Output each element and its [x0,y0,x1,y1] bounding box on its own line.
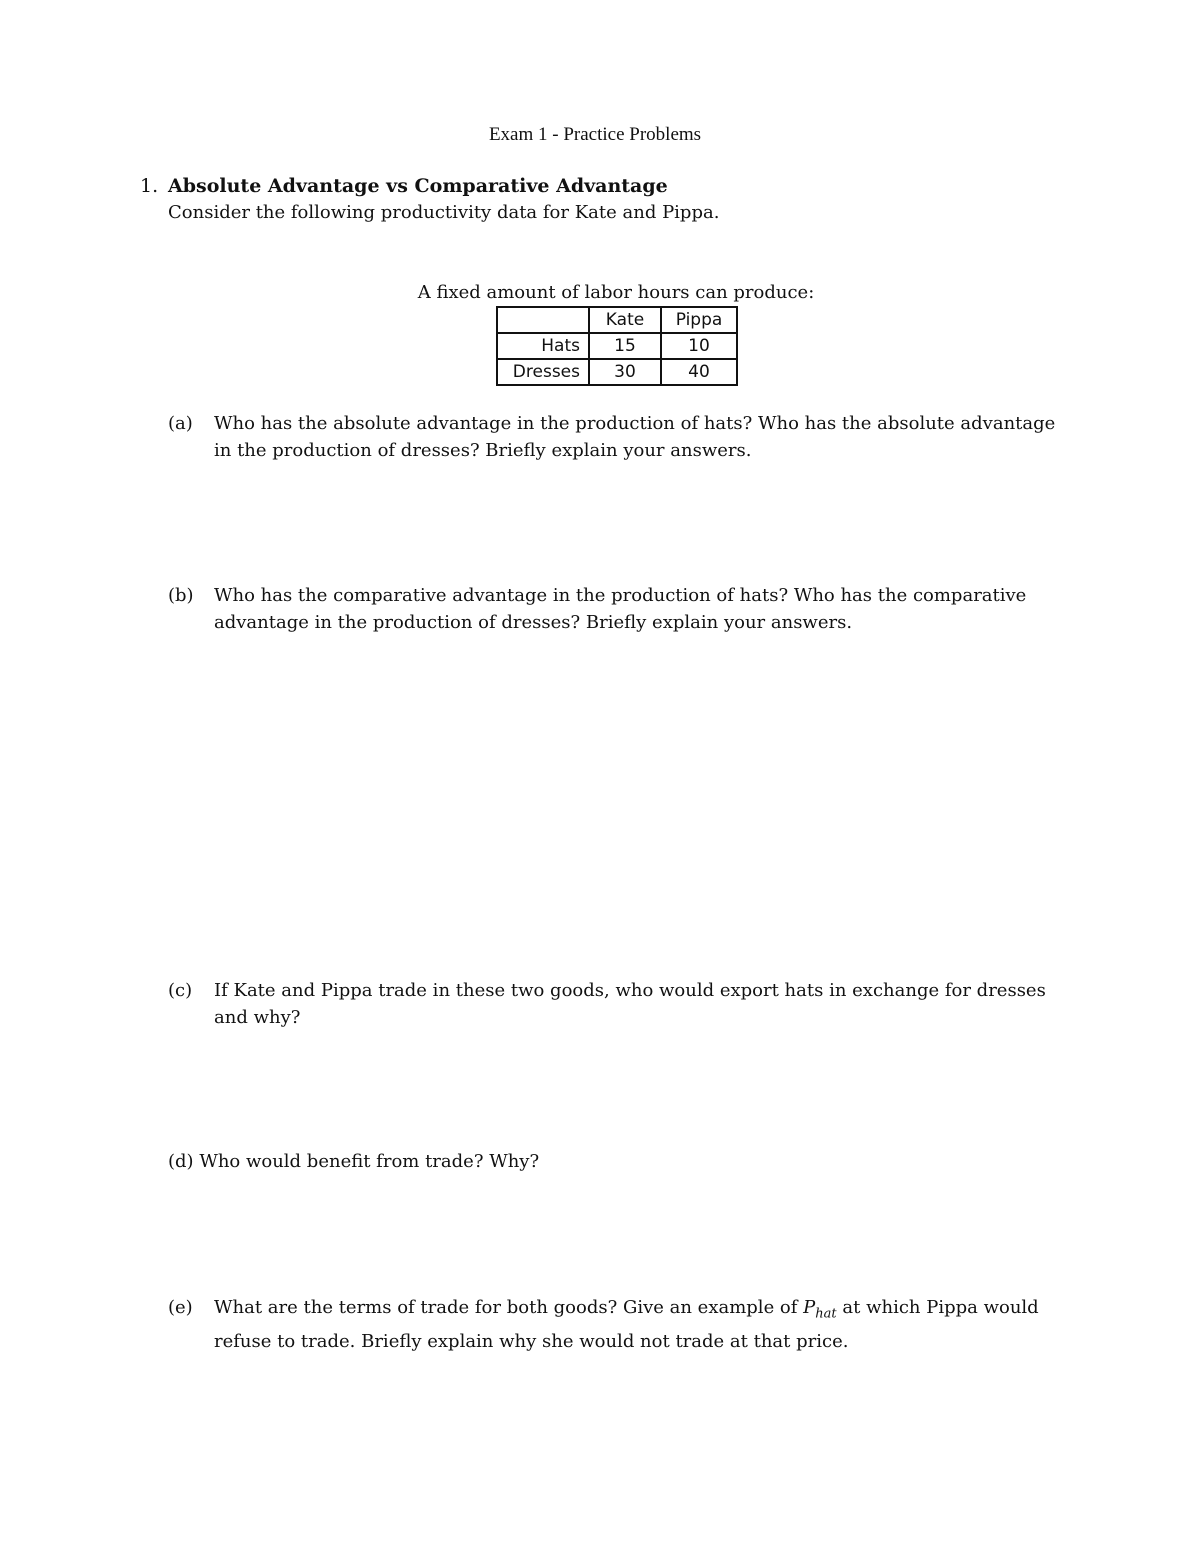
question-c [168,977,1068,1031]
question-e [168,1294,1068,1355]
header-pippa: Pippa [661,307,737,333]
table-row [497,359,737,385]
table-row [497,333,737,359]
question-text [214,1294,1068,1355]
table-corner-cell [497,307,589,333]
header-kate: Kate [589,307,661,333]
cell-dresses-kate: 30 [589,359,661,385]
table-header-row [497,307,737,333]
problem-heading-text: Absolute Advantage vs Comparative Advantage [168,175,668,197]
page-title: Exam 1 - Practice Problems [488,124,702,145]
question-text: Who has the comparative advantage in the production of hats? Who has the comparative advantage in the production of dresses? Briefly explain your answers. [214,585,1027,633]
question-b [168,582,1068,636]
question-label: (c) [168,980,193,1001]
table-caption: A fixed amount of labor hours can produce: [417,282,815,303]
question-text: If Kate and Pippa trade in these two goods, who would export hats in exchange for dresses and why? [214,980,1046,1028]
price-variable [803,1297,837,1322]
question-label: (b) [168,585,194,606]
problem-heading [140,175,668,197]
question-a [168,410,1068,464]
cell-dresses-pippa: 40 [661,359,737,385]
question-label: (e) [168,1297,193,1318]
question-d [168,1148,1068,1175]
question-label: (a) [168,413,193,434]
row-label-dresses: Dresses [497,359,589,385]
question-text-inline [168,1148,1068,1175]
productivity-table [496,306,738,386]
problem-intro: Consider the following productivity data for Kate and Pippa. [168,202,720,223]
row-label-hats: Hats [497,333,589,359]
question-text-after: at which Pippa would refuse to trade. Briefly explain why she would not trade at that price. [214,1297,1039,1352]
question-text: Who would benefit from trade? Why? [199,1151,540,1172]
price-variable-subscript: hat [815,1306,837,1322]
problem-number: 1. [140,175,159,197]
question-label-inline: (d) [168,1151,194,1172]
cell-hats-pippa: 10 [661,333,737,359]
question-text-before: What are the terms of trade for both goods? Give an example of [214,1297,804,1318]
cell-hats-kate: 15 [589,333,661,359]
question-text: Who has the absolute advantage in the production of hats? Who has the absolute advantage in the production of dresses? Briefly explain your answers. [214,413,1056,461]
price-variable-base: P [803,1297,816,1318]
